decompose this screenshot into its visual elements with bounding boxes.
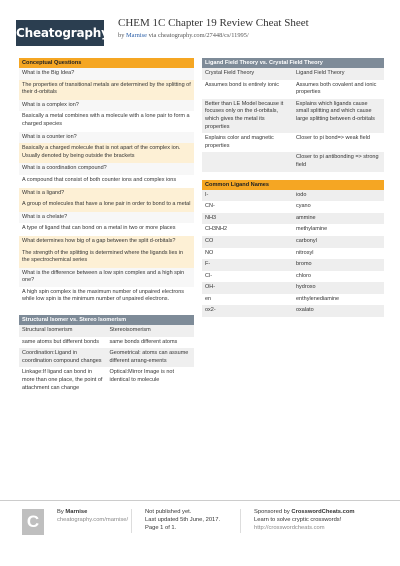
question: What is a chelate? <box>19 212 194 224</box>
by-label: by <box>118 32 125 39</box>
table-row <box>202 305 384 317</box>
footer-divider <box>240 509 241 533</box>
publish-status: Not published yet. <box>145 509 192 515</box>
table-cell: Assumes both covalent and ionic properties <box>293 80 384 99</box>
table-cell: chloro <box>293 271 384 283</box>
answer: A high spin complex is the maximum number of unpaired electrons while low spin is the minimum number of unpaired electrons. <box>19 287 194 307</box>
table-cell: Geometrical: atoms can assume different arrang-ements <box>107 348 195 367</box>
page-subtitle <box>118 32 249 39</box>
table-row <box>202 80 384 99</box>
table-cell: methylamine <box>293 224 384 236</box>
table-row <box>202 224 384 236</box>
answer: A type of ligand that can bond on a metal in two or more places <box>19 223 194 236</box>
question: What determines how big of a gap between the split d-orbitals? <box>19 236 194 248</box>
table-cell: ox2- <box>202 305 293 317</box>
lft-table <box>202 68 384 172</box>
table-cell: oxalato <box>293 305 384 317</box>
lft-heading: Ligand Field Theory vs. Crystal Field Theory <box>202 58 384 68</box>
last-updated: Last updated 5th June, 2017. <box>145 517 221 523</box>
sponsor-link[interactable]: CrosswordCheats.com <box>291 509 355 515</box>
question: What is a coordination compound? <box>19 163 194 175</box>
table-cell: Stereoisomerism <box>107 325 195 337</box>
table-row <box>202 99 384 133</box>
table-cell: hydroxo <box>293 282 384 294</box>
footer-author-url[interactable]: cheatography.com/marnise/ <box>57 517 129 523</box>
question: What is a ligand? <box>19 188 194 200</box>
table-row <box>202 133 384 152</box>
table-cell: CH3NH2 <box>202 224 293 236</box>
table-cell: Linkage:If ligand can bond in more than one place, the point of attachment can change <box>19 367 107 394</box>
table-row <box>202 271 384 283</box>
footer-sponsor-block <box>254 508 355 532</box>
left-column <box>19 58 194 402</box>
table-cell: Better than LE Model because it focuses only on the d-orbitals, which gives the metal its properties <box>202 99 293 133</box>
ligand-names-box <box>202 180 384 318</box>
answer: A group of molecules that have a lone pair in order to bond to a metal <box>19 199 194 212</box>
table-cell: ammine <box>293 213 384 225</box>
table-cell: enthylenediamine <box>293 294 384 306</box>
table-cell: Structural Isomerism <box>19 325 107 337</box>
sponsor-prefix: Sponsored by <box>254 509 290 515</box>
answer: Basically a metal combines with a molecule with a lone pair to form a charged species <box>19 111 194 131</box>
table-cell: F- <box>202 259 293 271</box>
page-footer <box>0 500 400 566</box>
table-cell: en <box>202 294 293 306</box>
table-row <box>202 213 384 225</box>
right-column <box>202 58 384 325</box>
table-cell: Explains color and magnetic properties <box>202 133 293 152</box>
table-cell: CO <box>202 236 293 248</box>
table-row <box>19 348 194 367</box>
table-cell: NO <box>202 248 293 260</box>
sponsor-url[interactable]: http://crosswordcheats.com <box>254 525 325 531</box>
table-cell: NH3 <box>202 213 293 225</box>
by-label: By <box>57 509 64 515</box>
table-cell: CN- <box>202 201 293 213</box>
footer-author-line <box>57 508 128 516</box>
isomerism-table <box>19 325 194 394</box>
footer-status-block <box>145 508 220 532</box>
table-cell: iodo <box>293 190 384 202</box>
table-row <box>202 248 384 260</box>
lft-vs-cft-box <box>202 58 384 172</box>
table-cell: Coordination:Ligand in coordination compound changes <box>19 348 107 367</box>
table-row <box>19 325 194 337</box>
isomerism-heading: Structural Isomer vs. Stereo Isomerism <box>19 315 194 325</box>
table-cell: nitrosyl <box>293 248 384 260</box>
sponsor-tagline: Learn to solve cryptic crosswords! <box>254 517 342 523</box>
table-row <box>19 367 194 394</box>
table-cell: carbonyl <box>293 236 384 248</box>
author-avatar[interactable]: C <box>22 509 44 535</box>
table-row <box>202 190 384 202</box>
table-cell: cyano <box>293 201 384 213</box>
answer: Basically a charged molecule that is not apart of the complex ion. Usually denoted by being outside the brackets <box>19 143 194 163</box>
page-header <box>0 0 400 52</box>
table-cell: Cl- <box>202 271 293 283</box>
sponsor-line <box>254 508 355 516</box>
table-cell: OH- <box>202 282 293 294</box>
table-cell: Closer to pi antibonding => strong field <box>293 152 384 171</box>
ligand-table <box>202 190 384 318</box>
table-cell: Closer to pi bond=> weak field <box>293 133 384 152</box>
table-row <box>202 259 384 271</box>
question: What is the difference between a low spin complex and a high spin one? <box>19 268 194 287</box>
author-link[interactable]: Marnise <box>126 32 147 39</box>
answer: A compound that consist of both counter ions and complex ions <box>19 175 194 188</box>
table-cell: I- <box>202 190 293 202</box>
table-row <box>202 294 384 306</box>
table-row <box>202 201 384 213</box>
via-link[interactable]: via cheatography.com/27448/cs/11995/ <box>148 32 249 39</box>
table-row <box>202 236 384 248</box>
table-cell: same bonds different atoms <box>107 337 195 349</box>
table-cell: same atoms but different bonds <box>19 337 107 349</box>
conceptual-questions-box <box>19 58 194 307</box>
answer: The properties of transitional metals are determined by the splitting of their d-orbitals <box>19 80 194 100</box>
page-count: Page 1 of 1. <box>145 525 177 531</box>
question: What is a complex ion? <box>19 100 194 112</box>
question: What is the Big Idea? <box>19 68 194 80</box>
footer-author-block <box>57 508 128 524</box>
question: What is a counter ion? <box>19 132 194 144</box>
footer-divider <box>131 509 132 533</box>
footer-author-name[interactable]: Marnise <box>65 509 88 515</box>
cheatography-logo[interactable]: Cheatography <box>16 20 104 46</box>
answer: The strength of the splitting is determined where the ligands lies in the spectrochemical series <box>19 248 194 268</box>
table-row <box>202 68 384 80</box>
table-cell: Explains which ligands cause small splitting and which cause large splitting between d-orbitals <box>293 99 384 133</box>
table-row <box>202 282 384 294</box>
isomerism-box <box>19 315 194 394</box>
table-cell: Crystal Field Theory <box>202 68 293 80</box>
table-cell: Optical:Mirror Image is not identical to molecule <box>107 367 195 394</box>
page-title: CHEM 1C Chapter 19 Review Cheat Sheet <box>118 17 309 29</box>
ligand-heading: Common Ligand Names <box>202 180 384 190</box>
table-row <box>19 337 194 349</box>
table-cell <box>202 152 293 171</box>
table-cell: Ligand Field Theory <box>293 68 384 80</box>
conceptual-heading: Conceptual Questions <box>19 58 194 68</box>
table-row <box>202 152 384 171</box>
table-cell: Assumes bond is entirely ionic <box>202 80 293 99</box>
table-cell: bromo <box>293 259 384 271</box>
